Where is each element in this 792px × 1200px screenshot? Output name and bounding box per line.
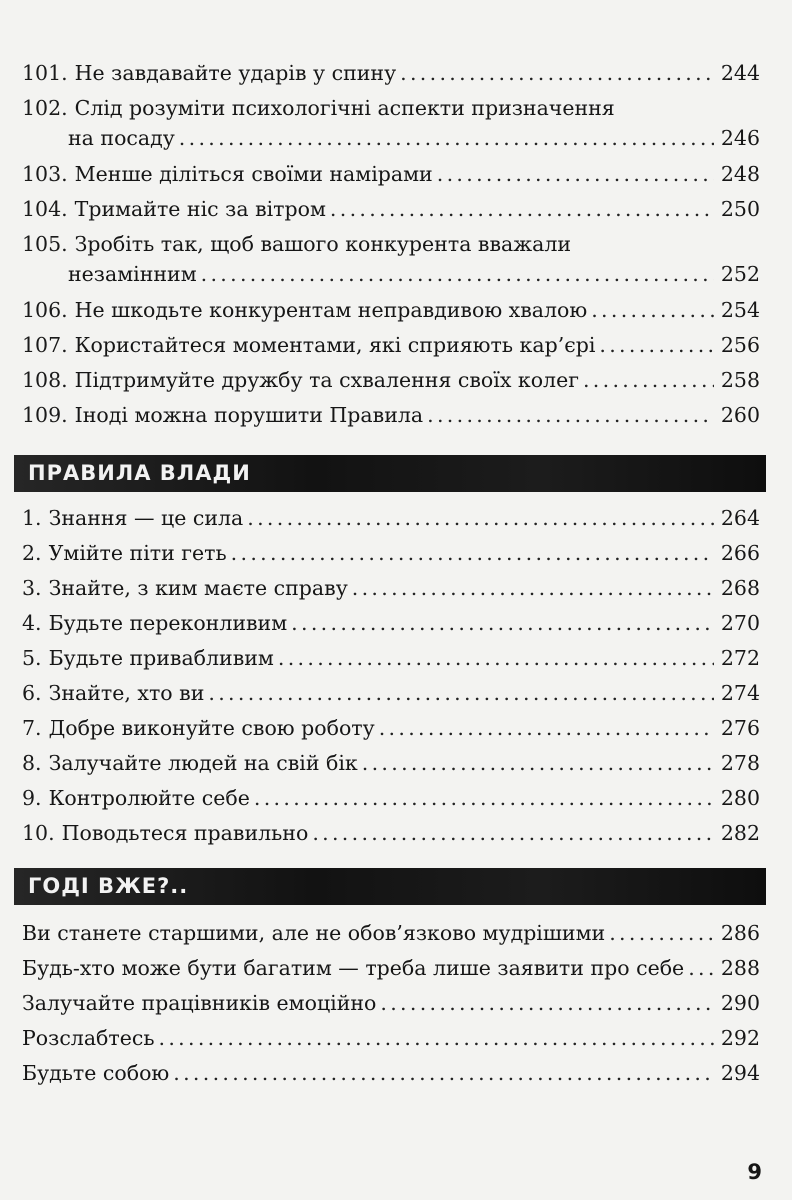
entry-title: Знання — це сила: [48, 506, 244, 530]
toc-entry: [22, 573, 760, 603]
toc-entry: [22, 365, 760, 395]
entry-title: Будьте собою: [22, 1061, 170, 1085]
entry-page-number: 288: [720, 956, 760, 980]
dot-leader: [599, 330, 714, 360]
dot-leader: [352, 573, 714, 603]
toc-entry: [22, 608, 760, 638]
dot-leader: [159, 1023, 715, 1053]
entry-number: 101.: [22, 61, 68, 85]
dot-leader: [278, 643, 714, 673]
entry-number: 1.: [22, 506, 42, 530]
entry-title: Розслабтесь: [22, 1026, 155, 1050]
toc-entry: [22, 159, 760, 189]
entry-number: 108.: [22, 368, 68, 392]
dot-leader: [312, 818, 714, 848]
entry-title: Тримайте ніс за вітром: [74, 197, 326, 221]
toc-entry: [22, 988, 760, 1018]
toc-entry: [22, 194, 760, 224]
section-header-power-rules: [14, 455, 766, 492]
dot-leader: [254, 783, 714, 813]
toc-entry: [22, 58, 760, 88]
entry-page-number: 248: [720, 162, 760, 186]
entry-page-number: 274: [720, 681, 760, 705]
entry-page-number: 250: [720, 197, 760, 221]
entry-page-number: 244: [720, 61, 760, 85]
section-title: ГОДІ ВЖЕ?..: [28, 874, 189, 898]
entry-title: Контролюйте себе: [48, 786, 250, 810]
entry-page-number: 286: [720, 921, 760, 945]
dot-leader: [208, 678, 714, 708]
entry-page-number: 292: [720, 1026, 760, 1050]
toc-list-power-rules: [22, 503, 760, 853]
entry-page-number: 278: [720, 751, 760, 775]
entry-title: Будьте переконливим: [48, 611, 288, 635]
entry-number: 107.: [22, 333, 68, 357]
entry-title: Користайтеся моментами, які сприяють кар’єрі: [74, 333, 596, 357]
entry-title: незамінним: [68, 262, 197, 286]
entry-title: Не завдавайте ударів у спину: [74, 61, 397, 85]
entry-title: на посаду: [68, 126, 175, 150]
entry-page-number: 282: [720, 821, 760, 845]
toc-entry: [22, 295, 760, 325]
dot-leader: [591, 295, 714, 325]
toc-entry: [22, 748, 760, 778]
entry-page-number: 268: [720, 576, 760, 600]
toc-entry: [22, 538, 760, 568]
entry-page-number: 276: [720, 716, 760, 740]
entry-number: 104.: [22, 197, 68, 221]
toc-entry: [22, 818, 760, 848]
entry-page-number: 280: [720, 786, 760, 810]
dot-leader: [379, 713, 714, 743]
entry-page-number: 256: [720, 333, 760, 357]
entry-number: 103.: [22, 162, 68, 186]
entry-title: Залучайте працівників емоційно: [22, 991, 377, 1015]
toc-entry: [22, 678, 760, 708]
toc-entry: [22, 918, 760, 948]
entry-title: Ви станете старшими, але не обов’язково мудрішими: [22, 921, 606, 945]
entry-page-number: 254: [720, 298, 760, 322]
dot-leader: [201, 259, 714, 289]
dot-leader: [362, 748, 714, 778]
section-header-enough: [14, 868, 766, 905]
entry-title: Менше діліться своїми намірами: [74, 162, 433, 186]
entry-title: Залучайте людей на свій бік: [48, 751, 358, 775]
entry-number: 106.: [22, 298, 68, 322]
entry-page-number: 266: [720, 541, 760, 565]
toc-entry: [22, 953, 760, 983]
dot-leader: [173, 1058, 714, 1088]
entry-page-number: 290: [720, 991, 760, 1015]
dot-leader: [247, 503, 714, 533]
toc-entry: [22, 229, 760, 289]
dot-leader: [330, 194, 714, 224]
entry-number: 102.: [22, 96, 68, 120]
dot-leader: [437, 159, 714, 189]
entry-page-number: 264: [720, 506, 760, 530]
dot-leader: [427, 400, 714, 430]
entry-page-number: 252: [720, 262, 760, 286]
toc-entry: [22, 1023, 760, 1053]
entry-title: Знайте, з ким маєте справу: [48, 576, 348, 600]
toc-entry: [22, 783, 760, 813]
toc-entry: [22, 1058, 760, 1088]
section-title: ПРАВИЛА ВЛАДИ: [28, 461, 251, 485]
entry-number: 2.: [22, 541, 42, 565]
toc-entry: [22, 713, 760, 743]
entry-page-number: 246: [720, 126, 760, 150]
toc-entry: [22, 93, 760, 153]
entry-page-number: 270: [720, 611, 760, 635]
toc-entry: [22, 400, 760, 430]
entry-title: Іноді можна порушити Правила: [74, 403, 424, 427]
entry-number: 109.: [22, 403, 68, 427]
dot-leader: [400, 58, 714, 88]
dot-leader: [231, 538, 714, 568]
entry-number: 10.: [22, 821, 55, 845]
entry-number: 8.: [22, 751, 42, 775]
dot-leader: [179, 123, 714, 153]
entry-number: 7.: [22, 716, 42, 740]
toc-entry: [22, 643, 760, 673]
entry-title: Зробіть так, щоб вашого конкурента вважали: [74, 232, 572, 256]
entry-page-number: 272: [720, 646, 760, 670]
entry-title: Знайте, хто ви: [48, 681, 205, 705]
entry-number: 6.: [22, 681, 42, 705]
entry-title: Добре виконуйте свою роботу: [48, 716, 375, 740]
entry-page-number: 294: [720, 1061, 760, 1085]
entry-title: Слід розуміти психологічні аспекти призначення: [74, 96, 615, 120]
toc-entry: [22, 330, 760, 360]
entry-title: Умійте піти геть: [48, 541, 227, 565]
entry-title: Будь-хто може бути багатим — треба лише заявити про себе: [22, 956, 685, 980]
dot-leader: [688, 953, 714, 983]
dot-leader: [609, 918, 714, 948]
entry-title: Будьте привабливим: [48, 646, 274, 670]
entry-page-number: 260: [720, 403, 760, 427]
entry-number: 105.: [22, 232, 68, 256]
entry-title: Не шкодьте конкурентам неправдивою хвалою: [74, 298, 588, 322]
dot-leader: [380, 988, 714, 1018]
entry-number: 3.: [22, 576, 42, 600]
entry-title: Поводьтеся правильно: [61, 821, 309, 845]
page-number: 9: [747, 1160, 762, 1184]
dot-leader: [291, 608, 714, 638]
entry-number: 4.: [22, 611, 42, 635]
toc-list-rules-continued: [22, 58, 760, 435]
entry-page-number: 258: [720, 368, 760, 392]
toc-list-enough: [22, 918, 760, 1093]
entry-number: 5.: [22, 646, 42, 670]
entry-number: 9.: [22, 786, 42, 810]
toc-entry: [22, 503, 760, 533]
dot-leader: [583, 365, 714, 395]
entry-title: Підтримуйте дружбу та схвалення своїх колег: [74, 368, 579, 392]
